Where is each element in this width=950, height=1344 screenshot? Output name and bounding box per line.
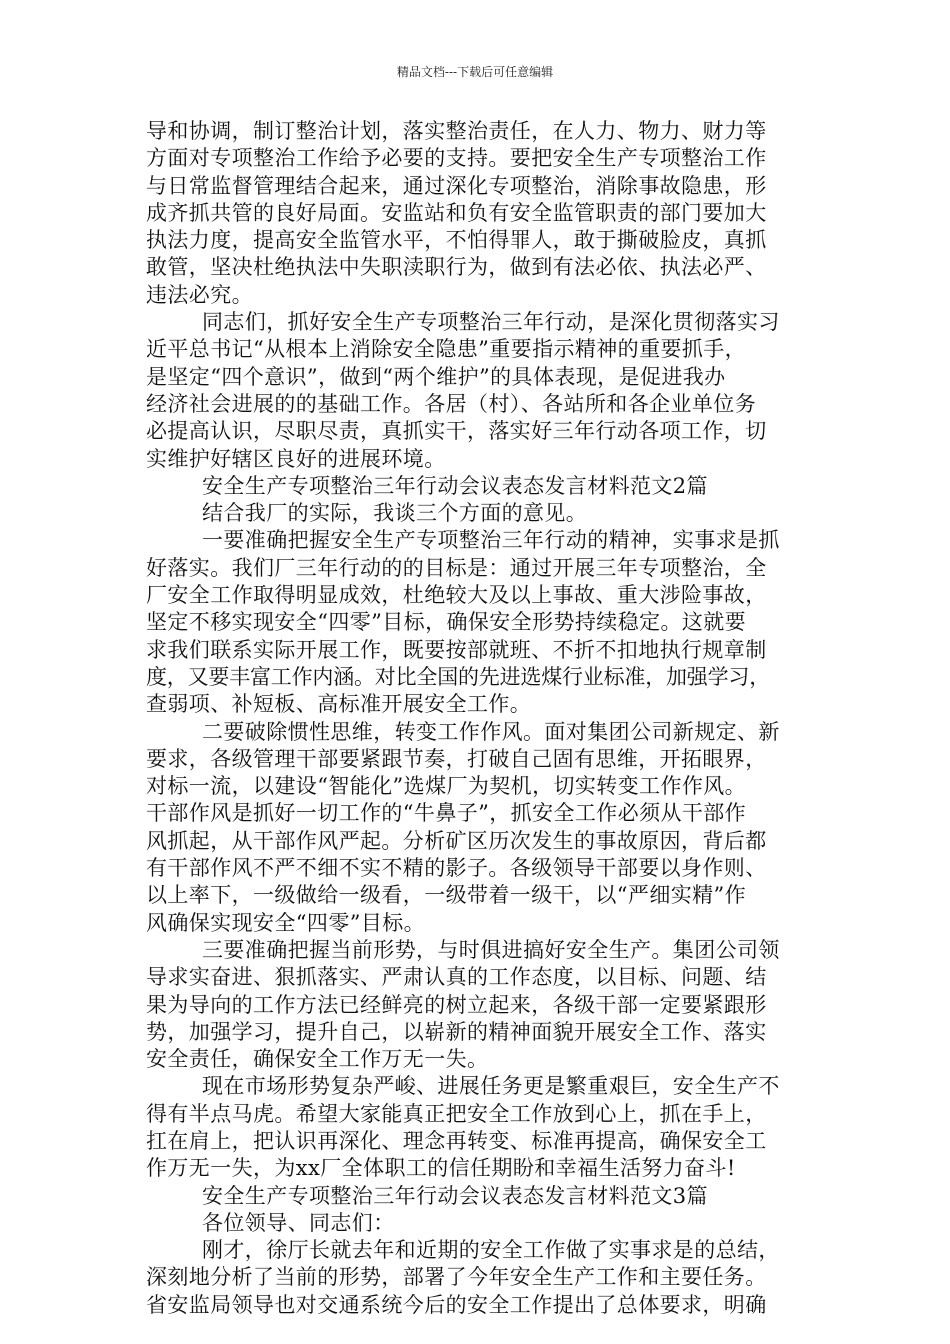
text-line: 执法力度，提高安全监管水平，不怕得罪人，敢于撕破脸皮，真抓 — [146, 228, 767, 253]
page-header: 精品文档---下载后可任意编辑 — [396, 65, 554, 79]
text-line: 度，又要丰富工作内涵。对比全国的先进选煤行业标准，加强学习， — [146, 664, 770, 689]
text-line: 经济社会进展的的基础工作。各居（村）、各站所和各企业单位务 — [146, 391, 757, 416]
text-line: 近平总书记“从根本上消除安全隐患”重要指示精神的重要抓手， — [146, 337, 747, 362]
text-line: 实维护好辖区良好的进展环境。 — [146, 446, 446, 471]
text-line: 省安监局领导也对交通系统今后的安全工作提出了总体要求，明确 — [146, 1292, 767, 1317]
text-line: 以上率下，一级做给一级看，一级带着一级干，以“严细实精”作 — [146, 883, 747, 908]
document-body — [146, 118, 806, 1319]
text-line: 有干部作风不严不细不实不精的影子。各级领导干部要以身作则、 — [146, 856, 767, 881]
text-line: 要求，各级管理干部要紧跟节奏，打破自己固有思维，开拓眼界， — [146, 746, 767, 771]
text-line: 作万无一失，为xx厂全体职工的信任期盼和幸福生活努力奋斗! — [146, 1156, 736, 1181]
paragraph-start: 同志们，抓好安全生产专项整治三年行动，是深化贯彻落实习 — [202, 310, 780, 335]
paragraph-start: 一要准确把握安全生产专项整治三年行动的精神，实事求是抓 — [202, 528, 780, 553]
paragraph-start: 二要破除惯性思维，转变工作作风。面对集团公司新规定、新 — [202, 719, 780, 744]
text-line: 得有半点马虎。希望大家能真正把安全工作放到心上，抓在手上， — [146, 1101, 767, 1126]
text-line: 风确保实现安全“四零”目标。 — [146, 910, 426, 935]
text-line: 势，加强学习，提升自己，以崭新的精神面貌开展安全工作、落实 — [146, 1019, 767, 1044]
text-line: 好落实。我们厂三年行动的的目标是：通过开展三年专项整治，全 — [146, 555, 767, 580]
text-line: 干部作风是抓好一切工作的“牛鼻子”，抓安全工作必须从干部作 — [146, 801, 747, 826]
paragraph-start: 刚才，徐厅长就去年和近期的安全工作做了实事求是的总结， — [202, 1238, 780, 1263]
text-line: 导和协调，制订整治计划，落实整治责任，在人力、物力、财力等 — [146, 119, 767, 143]
text-line: 方面对专项整治工作给予必要的支持。要把安全生产专项整治工作 — [146, 146, 767, 171]
text-line: 敢管，坚决杜绝执法中失职渎职行为，做到有法必依、执法必严、 — [146, 255, 767, 280]
text-line: 安全责任，确保安全工作万无一失。 — [146, 1047, 489, 1072]
text-line: 与日常监督管理结合起来，通过深化专项整治，消除事故隐患，形 — [146, 173, 767, 198]
text-line: 成齐抓共管的良好局面。安监站和负有安全监管职责的部门要加大 — [146, 200, 767, 225]
section-title: 安全生产专项整治三年行动会议表态发言材料范文2篇 — [202, 473, 708, 498]
paragraph-start: 三要准确把握当前形势，与时俱进搞好安全生产。集团公司领 — [202, 937, 780, 962]
text-line: 厂安全工作取得明显成效，杜绝较大及以上事故、重大涉险事故， — [146, 583, 767, 608]
text-line: 扛在肩上，把认识再深化、理念再转变、标准再提高，确保安全工 — [146, 1128, 767, 1153]
text-line: 深刻地分析了当前的形势，部署了今年安全生产工作和主要任务。 — [146, 1265, 767, 1290]
text-line: 对标一流，以建设“智能化”选煤厂为契机，切实转变工作作风。 — [146, 774, 747, 799]
text-line: 查弱项、补短板、高标准开展安全工作。 — [146, 692, 532, 717]
paragraph-start: 各位领导、同志们： — [202, 1210, 395, 1235]
text-line: 风抓起，从干部作风严起。分析矿区历次发生的事故原因，背后都 — [146, 828, 767, 853]
paragraph-start: 结合我厂的实际，我谈三个方面的意见。 — [202, 501, 588, 526]
text-line: 是坚定“四个意识”，做到“两个维护”的具体表现，是促进我办 — [146, 364, 726, 389]
text-line: 坚定不移实现安全“四零”目标，确保安全形势持续稳定。这就要 — [146, 610, 747, 635]
paragraph-start: 现在市场形势复杂严峻、进展任务更是繁重艰巨，安全生产不 — [202, 1074, 780, 1099]
section-title: 安全生产专项整治三年行动会议表态发言材料范文3篇 — [202, 1183, 708, 1208]
text-line: 必提高认识，尽职尽责，真抓实干，落实好三年行动各项工作，切 — [146, 419, 767, 444]
text-line: 违法必究。 — [146, 282, 253, 307]
text-line: 果为导向的工作方法已经鲜亮的树立起来，各级干部一定要紧跟形 — [146, 992, 767, 1017]
text-line: 求我们联系实际开展工作，既要按部就班、不折不扣地执行规章制 — [146, 637, 767, 662]
text-line: 导求实奋进、狠抓落实、严肃认真的工作态度，以目标、问题、结 — [146, 965, 767, 990]
